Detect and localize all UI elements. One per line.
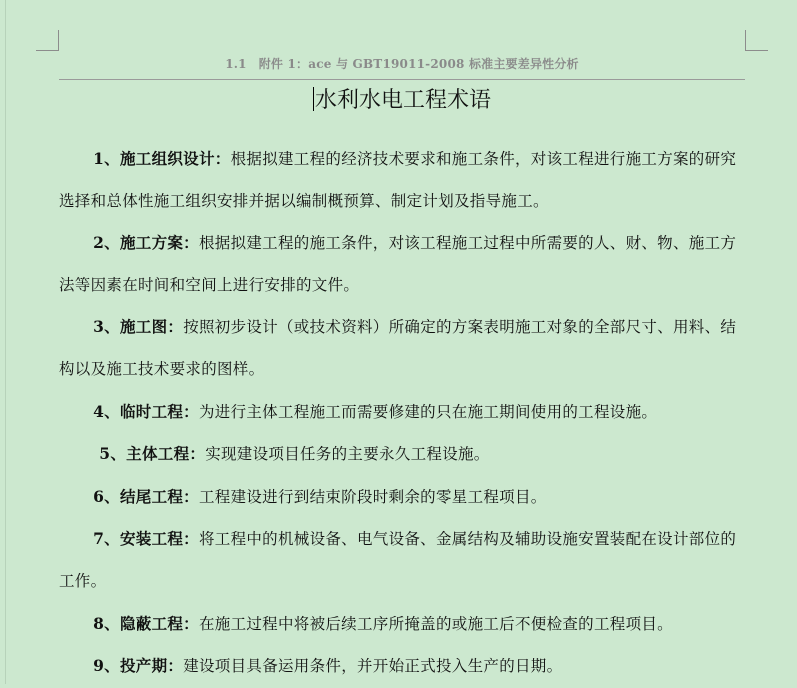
term-paragraph[interactable]	[59, 433, 745, 476]
term-label: 4、临时工程：	[93, 401, 199, 421]
header-rule	[59, 79, 745, 80]
document-title-line[interactable]	[59, 86, 745, 116]
running-header	[59, 55, 745, 72]
term-label: 6、结尾工程：	[93, 486, 199, 506]
term-paragraph[interactable]	[59, 138, 745, 222]
crop-mark-top-right	[745, 30, 768, 51]
term-definition: 按照初步设计（或技术资料）所确定的方案表明施工对象的全部尺寸、用料、结构以及施工技术要求的图样。	[59, 318, 737, 378]
term-label: 7、安装工程：	[93, 529, 199, 549]
term-paragraph[interactable]	[59, 222, 745, 306]
term-label: 3、施工图：	[93, 317, 184, 337]
term-paragraph[interactable]	[59, 645, 745, 688]
term-definition: 工程建设进行到结束阶段时剩余的零星工程项目。	[198, 487, 547, 506]
term-paragraph[interactable]	[59, 603, 745, 646]
term-definition: 为进行主体工程施工而需要修建的只在施工期间使用的工程设施。	[198, 402, 658, 421]
term-paragraph[interactable]	[59, 306, 745, 390]
term-definition: 根据拟建工程的经济技术要求和施工条件，对该工程进行施工方案的研究选择和总体性施工组织安排并据以编制概预算、制定计划及指导施工。	[59, 150, 737, 210]
document-body[interactable]	[59, 138, 745, 688]
term-label: 1、施工组织设计：	[93, 149, 231, 168]
term-label: 5、主体工程：	[99, 444, 206, 464]
term-paragraph[interactable]	[59, 476, 745, 519]
text-cursor	[313, 87, 314, 111]
term-definition: 实现建设项目任务的主要永久工程设施。	[205, 445, 490, 464]
term-definition: 建设项目具备运用条件，并开始正式投入生产的日期。	[183, 657, 563, 676]
document-title[interactable]: 水利水电工程术语	[314, 88, 491, 113]
header-title: 附件 1：ace 与 GBT19011-2008 标准主要差异性分析	[258, 57, 579, 71]
crop-mark-top-left	[36, 30, 59, 51]
term-paragraph[interactable]	[59, 518, 745, 602]
term-paragraph[interactable]	[59, 391, 745, 434]
term-label: 2、施工方案：	[93, 233, 199, 253]
page-edge-line	[5, 0, 6, 684]
term-label: 9、投产期：	[93, 656, 184, 676]
term-definition: 根据拟建工程的施工条件，对该工程施工过程中所需要的人、财、物、施工方法等因素在时间和空间上进行安排的文件。	[59, 234, 737, 294]
term-definition: 在施工过程中将被后续工序所掩盖的或施工后不便检查的工程项目。	[198, 614, 673, 633]
term-label: 8、隐蔽工程：	[93, 613, 199, 633]
term-definition: 将工程中的机械设备、电气设备、金属结构及辅助设施安置装配在设计部位的工作。	[59, 530, 737, 590]
header-section-number: 1.1	[225, 57, 247, 71]
